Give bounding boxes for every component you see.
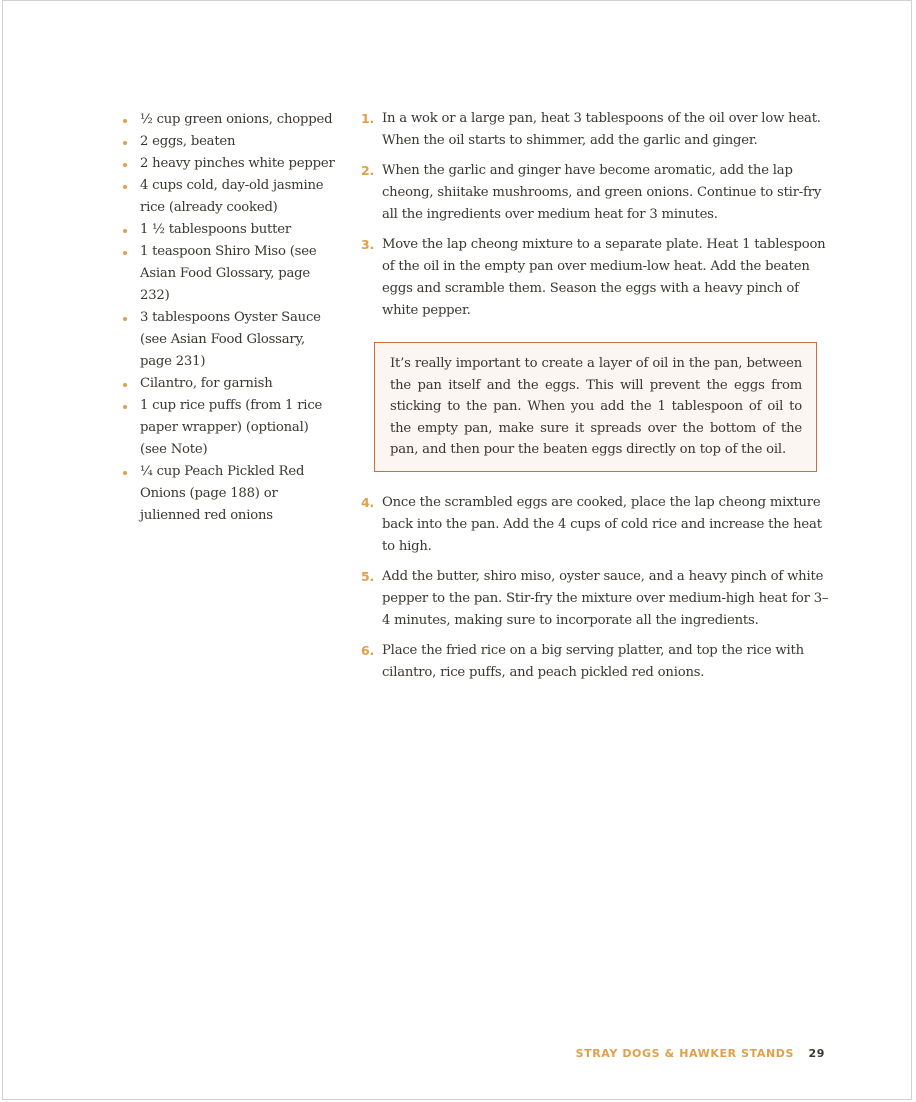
ingredient-item: 1 teaspoon Shiro Miso (see Asian Food Glossary, page 232): [123, 241, 338, 307]
step-1: [361, 108, 829, 152]
step-number: 2.: [361, 163, 375, 178]
step-text: In a wok or a large pan, heat 3 tablespoons of the oil over low heat. When the oil starts to shimmer, add the garlic and ginger.: [382, 111, 821, 148]
step-number: 1.: [361, 111, 375, 126]
step-text: Add the butter, shiro miso, oyster sauce, and a heavy pinch of white pepper to the pan. Stir-fry the mixture over medium-high heat for 3–4 minutes, making sure to incorporate all the ingredients.: [382, 568, 829, 628]
ingredient-item: ½ cup green onions, chopped: [123, 109, 338, 131]
step-6: [361, 640, 829, 684]
book-page: [2, 0, 912, 1100]
step-3: [361, 234, 829, 322]
page-footer: [576, 1047, 825, 1060]
step-text: When the garlic and ginger have become aromatic, add the lap cheong, shiitake mushrooms, and green onions. Continue to stir-fry all the ingredients over medium heat for 3 minutes.: [382, 163, 822, 222]
step-5: [361, 566, 829, 632]
tip-note-box: It’s really important to create a layer of oil in the pan, between the pan itself and the eggs. This will prevent the eggs from sticking to the pan. When you add the 1 tablespoon of oil to the empty pan, make sure it spreads over the bottom of the pan, and then pour the beaten eggs directly on top of the oil.: [374, 342, 817, 472]
ingredient-list: [123, 109, 338, 527]
step-number: 5.: [361, 568, 375, 584]
ingredient-item: 2 heavy pinches white pepper: [123, 153, 338, 175]
page-number: 29: [808, 1047, 825, 1060]
step-4: [361, 492, 829, 558]
ingredient-item: 4 cups cold, day-old jasmine rice (already cooked): [123, 175, 338, 219]
ingredient-item: Cilantro, for garnish: [123, 373, 338, 395]
ingredient-item: 2 eggs, beaten: [123, 131, 338, 153]
step-text: Once the scrambled eggs are cooked, place the lap cheong mixture back into the pan. Add the 4 cups of cold rice and increase the heat to high.: [382, 494, 822, 554]
step-number: 6.: [361, 642, 375, 658]
step-text: Move the lap cheong mixture to a separate plate. Heat 1 tablespoon of the oil in the empty pan over medium-low heat. Add the beaten eggs and scramble them. Season the eggs with a heavy pinch of white pepper.: [382, 237, 826, 318]
ingredient-item: 1 cup rice puffs (from 1 rice paper wrapper) (optional) (see Note): [123, 395, 338, 461]
step-2: [361, 160, 829, 226]
ingredient-item: ¼ cup Peach Pickled Red Onions (page 188) or julienned red onions: [123, 461, 338, 527]
step-number: 4.: [361, 494, 375, 510]
ingredient-item: 1 ½ tablespoons butter: [123, 219, 338, 241]
section-title: STRAY DOGS & HAWKER STANDS: [575, 1047, 795, 1060]
step-text: Place the fried rice on a big serving platter, and top the rice with cilantro, rice puffs, and peach pickled red onions.: [382, 642, 804, 680]
step-number: 3.: [361, 237, 375, 252]
instruction-steps: [361, 108, 829, 692]
ingredient-item: 3 tablespoons Oyster Sauce (see Asian Food Glossary, page 231): [123, 307, 338, 373]
